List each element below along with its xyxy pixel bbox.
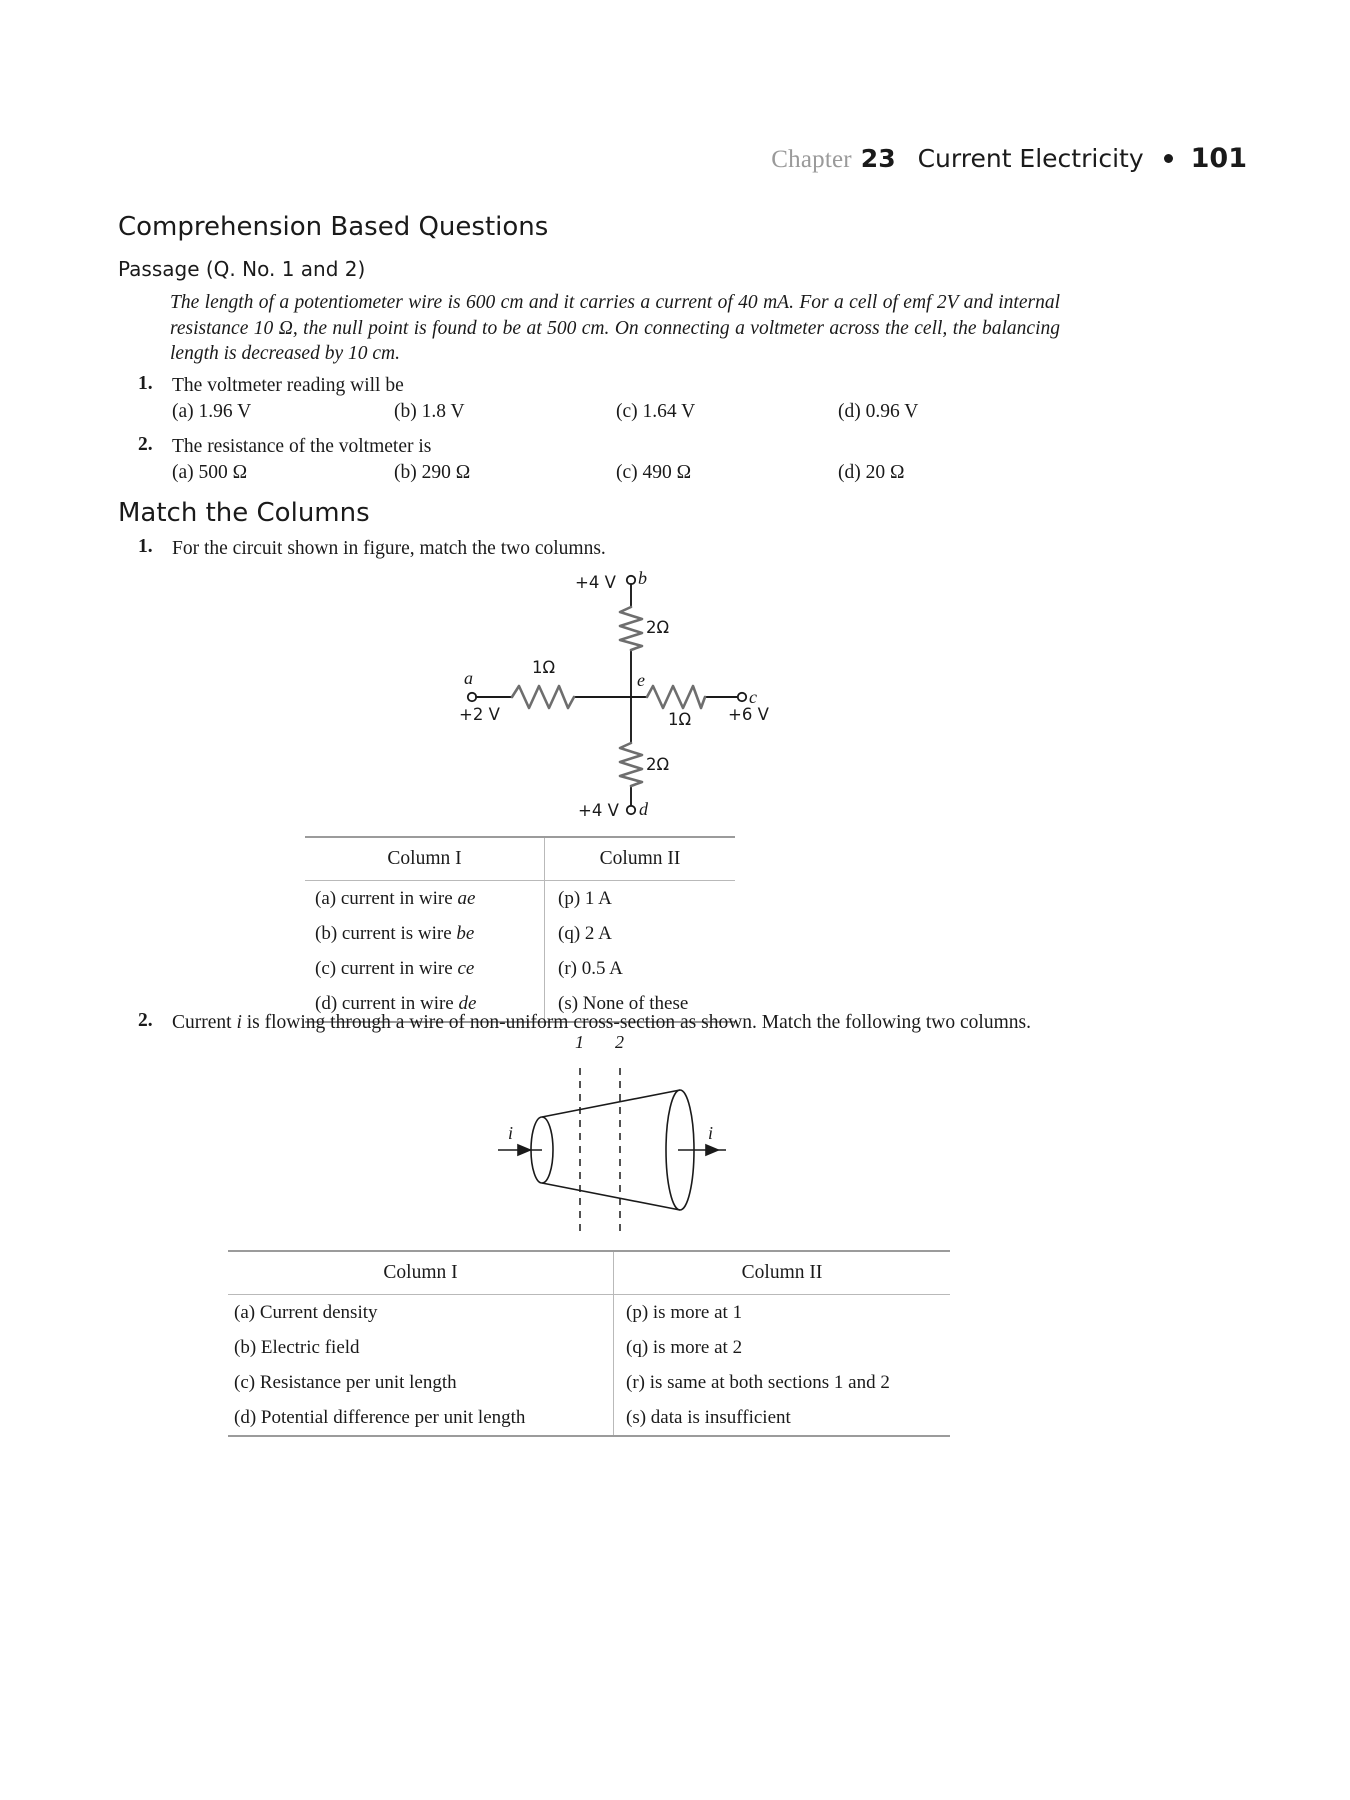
table-row xyxy=(305,951,544,986)
node-b-voltage: +4 V xyxy=(575,573,616,592)
table-row xyxy=(614,1295,950,1330)
node-b-label: b xyxy=(638,568,647,588)
running-head xyxy=(771,143,1247,174)
row-label: (p) is more at 1 xyxy=(626,1302,743,1323)
row-label: (a) current in wire ae xyxy=(315,888,476,909)
question-text: For the circuit shown in figure, match the two columns. xyxy=(172,538,606,559)
comprehension-heading: Comprehension Based Questions xyxy=(118,212,549,242)
table-row xyxy=(614,1400,950,1435)
question-text: The voltmeter reading will be xyxy=(172,375,404,396)
table-body xyxy=(305,881,735,1021)
passage-text: The length of a potentiometer wire is 600 cm and it carries a current of 40 mA. For a cell of emf 2V and internal resistance 10 Ω, the null point is found to be at 500 cm. On connecting a voltmeter across the cell, the balancing length is decreased by 10 cm. xyxy=(170,292,1060,364)
row-label: (p) 1 A xyxy=(558,888,612,909)
column-1-cells xyxy=(228,1295,613,1435)
match-question-1 xyxy=(138,536,1063,562)
row-label: (q) 2 A xyxy=(558,923,612,944)
question-text: Current i is flowing through a wire of non-uniform cross-section as shown. Match the following two columns. xyxy=(172,1012,1031,1033)
table-row xyxy=(614,1365,950,1400)
match-table-1 xyxy=(305,836,735,1023)
resistor-right-value: 1Ω xyxy=(668,710,692,729)
node-d-voltage: +4 V xyxy=(578,801,619,820)
option-b[interactable]: (b) 1.8 V xyxy=(394,401,465,422)
table-row xyxy=(228,1400,613,1435)
circuit-svg xyxy=(440,565,800,825)
current-out-label: i xyxy=(708,1123,714,1143)
row-label: (s) None of these xyxy=(558,993,689,1014)
row-label: (r) 0.5 A xyxy=(558,958,623,979)
row-label: (s) data is insufficient xyxy=(626,1407,791,1428)
section-2-label: 2 xyxy=(615,1032,624,1052)
runhead-chapter-word: Chapter xyxy=(771,146,852,173)
column-2-header: Column II xyxy=(544,838,735,880)
question-number: 1. xyxy=(138,373,153,394)
current-in-label: i xyxy=(508,1123,514,1143)
table-row xyxy=(545,916,735,951)
question-text: The resistance of the voltmeter is xyxy=(172,436,432,457)
option-a[interactable]: (a) 1.96 V xyxy=(172,401,252,422)
option-c[interactable]: (c) 490 Ω xyxy=(616,462,692,483)
cone-svg xyxy=(480,1060,740,1240)
node-a-voltage: +2 V xyxy=(459,705,500,724)
table-row xyxy=(545,881,735,916)
table-body xyxy=(228,1295,950,1435)
table-row xyxy=(305,881,544,916)
row-label: (b) Electric field xyxy=(234,1337,360,1358)
match-columns-heading: Match the Columns xyxy=(118,498,370,528)
table-row xyxy=(614,1330,950,1365)
runhead-bullet-icon xyxy=(1164,154,1173,163)
node-e-label: e xyxy=(637,670,645,690)
row-label: (a) Current density xyxy=(234,1302,378,1323)
option-a[interactable]: (a) 500 Ω xyxy=(172,462,248,483)
row-label: (c) current in wire ce xyxy=(315,958,475,979)
page-number: 101 xyxy=(1190,143,1247,174)
circuit-figure xyxy=(440,565,800,825)
table-row xyxy=(228,1295,613,1330)
comprehension-question-2 xyxy=(138,434,1063,460)
question-number: 2. xyxy=(138,1010,153,1031)
node-a-label: a xyxy=(464,668,473,688)
row-label: (c) Resistance per unit length xyxy=(234,1372,457,1393)
table-row xyxy=(305,916,544,951)
match-table-2 xyxy=(228,1250,950,1437)
column-2-cells xyxy=(544,881,735,1021)
resistor-bottom-value: 2Ω xyxy=(646,755,670,774)
row-label: (r) is same at both sections 1 and 2 xyxy=(626,1372,890,1393)
row-label: (d) Potential difference per unit length xyxy=(234,1407,526,1428)
option-d[interactable]: (d) 0.96 V xyxy=(838,401,919,422)
question-number: 2. xyxy=(138,434,153,455)
resistor-left-value: 1Ω xyxy=(532,658,556,677)
question-number: 1. xyxy=(138,536,153,557)
cone-figure xyxy=(480,1032,740,1240)
runhead-chapter-title: Current Electricity xyxy=(917,144,1144,173)
table-row xyxy=(545,951,735,986)
column-2-header: Column II xyxy=(613,1252,950,1294)
node-c-label: c xyxy=(749,687,757,707)
passage-heading: Passage (Q. No. 1 and 2) xyxy=(118,257,366,281)
node-d-label: d xyxy=(639,799,648,819)
table-row xyxy=(228,1365,613,1400)
node-c-voltage: +6 V xyxy=(728,705,769,724)
table-bottom-rule xyxy=(228,1435,950,1437)
table-row xyxy=(228,1330,613,1365)
resistor-top-value: 2Ω xyxy=(646,618,670,637)
row-label: (q) is more at 2 xyxy=(626,1337,743,1358)
runhead-chapter-number: 23 xyxy=(860,144,896,173)
column-1-header: Column I xyxy=(383,1262,458,1283)
column-2-cells xyxy=(613,1295,950,1435)
option-d[interactable]: (d) 20 Ω xyxy=(838,462,905,483)
table-header-row xyxy=(305,836,735,881)
option-b[interactable]: (b) 290 Ω xyxy=(394,462,471,483)
column-1-header: Column I xyxy=(387,848,462,869)
section-1-label: 1 xyxy=(575,1032,584,1052)
table-header-row xyxy=(228,1250,950,1295)
row-label: (d) current in wire de xyxy=(315,993,477,1014)
row-label: (b) current is wire be xyxy=(315,923,475,944)
comprehension-question-1 xyxy=(138,373,1063,399)
column-1-cells xyxy=(305,881,544,1021)
match-question-2 xyxy=(138,1010,1063,1036)
option-c[interactable]: (c) 1.64 V xyxy=(616,401,696,422)
